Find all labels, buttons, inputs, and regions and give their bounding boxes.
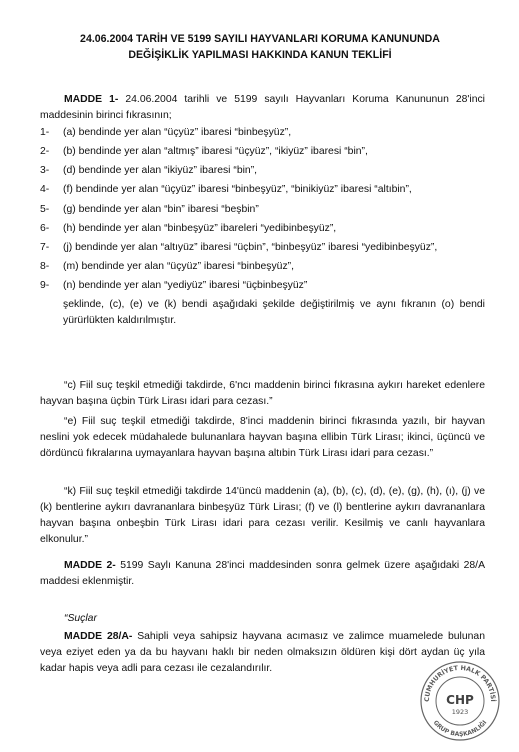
madde-2: [40, 558, 485, 590]
madde-1-closing: şeklinde, (c), (e) ve (k) bendi aşağıdaki şekilde değiştirilmiş ve aynı fıkranın (o) bendi yürürlükten kaldırılmıştır.: [63, 299, 485, 327]
stamp-year: 1923: [451, 708, 469, 716]
madde-2-label: MADDE 2-: [64, 560, 116, 571]
title-line-2: DEĞİŞİKLİK YAPILMASI HAKKINDA KANUN TEKLİFİ: [128, 48, 392, 61]
list-item: 8- (m) bendinde yer alan “üçyüz” ibaresi “binbeşyüz”,: [40, 260, 295, 272]
quote-c: “c) Fiil suç teşkil etmediği takdirde, 6'ncı maddenin birinci fıkrasına aykırı hareket edenlere hayvan başına üçbin Türk Lirası idari para cezası.”: [40, 380, 485, 408]
document-title: [40, 32, 480, 64]
quote-e: “e) Fiil suç teşkil etmediği takdirde, 8'inci maddenin birinci fıkrasında yazılı, bir hayvan neslini yok edecek müdahalede bulunanlara hayvan başına ellibin Türk Lirası; ikinci, üçüncü ve dördüncü fıkralarına uymayanlara hayvan başına altıbin Türk Lirası idari para cezası.”: [40, 416, 485, 460]
quote-k: “k) Fiil suç teşkil etmediği takdirde 14'üncü maddenin (a), (b), (c), (d), (e), (g), (h), (ı), (j) ve (k) bentlerine aykırı davrananlara binbeşyüz Türk Lirası; (f) ve (l) bentlerine aykırı davrananlara hayvan başına onbeşbin Türk Lirası idari para cezası verilir. Kesilmiş ve canlı hayvanlara elkonulur.”: [40, 486, 485, 546]
madde-1-intro-text: 24.06.2004 tarihli ve 5199 sayılı Hayvanları Koruma Kanununun 28'inci maddesinin birinci fıkrasının;: [40, 94, 485, 122]
chp-seal-stamp: [419, 660, 501, 742]
madde-1-label: MADDE 1-: [64, 94, 119, 105]
madde-28a-text: Sahipli veya sahipsiz hayvana acımasız ve zalimce muamelede bulunan veya eziyet eden ya da bu hayvanı haklı bir neden olmaksızın öldüren kişi dört aydan üç yıla kadar hapis veya adli para cezası ile cezalandırılır.: [40, 631, 485, 675]
suclar-heading: “Suçlar: [64, 613, 97, 624]
list-item: 7- (j) bendinde yer alan “altıyüz” ibaresi “üçbin”, “binbeşyüz” ibaresi “yedibinbeşyüz”,: [40, 241, 438, 253]
madde-28a-label: MADDE 28/A-: [64, 631, 133, 642]
stamp-center-logo: CHP: [446, 693, 474, 707]
title-line-1: 24.06.2004 TARİH VE 5199 SAYILI HAYVANLARI KORUMA KANUNUNDA: [80, 33, 440, 45]
list-item: 4- (f) bendinde yer alan “üçyüz” ibaresi “binbeşyüz”, “binikiyüz” ibaresi “altıbin”,: [40, 184, 412, 196]
list-item: 2- (b) bendinde yer alan “altmış” ibaresi “üçyüz”, “ikiyüz” ibaresi “bin”,: [40, 146, 368, 158]
stamp-ring-bottom: GRUP BAŞKANLIĞI: [431, 719, 489, 739]
list-item: 9- (n) bendinde yer alan “yediyüz” ibaresi “üçbinbeşyüz”: [40, 280, 308, 291]
list-item: 3- (d) bendinde yer alan “ikiyüz” ibaresi “bin”,: [40, 165, 258, 177]
madde-2-text: 5199 Saylı Kanuna 28'inci maddesinden sonra gelmek üzere aşağıdaki 28/A maddesi eklenmiştir.: [40, 560, 485, 588]
list-item: 6- (h) bendinde yer alan “binbeşyüz” ibareleri “yedibinbeşyüz”,: [40, 222, 337, 234]
list-item: 5- (g) bendinde yer alan “bin” ibaresi “beşbin”: [40, 203, 259, 215]
madde-1-intro: [40, 92, 485, 124]
list-item: 1- (a) bendinde yer alan “üçyüz” ibaresi “binbeşyüz”,: [40, 127, 292, 138]
stamp-ring-top: CUMHURİYET HALK PARTİSİ: [422, 663, 498, 702]
amendment-list: [40, 125, 485, 329]
